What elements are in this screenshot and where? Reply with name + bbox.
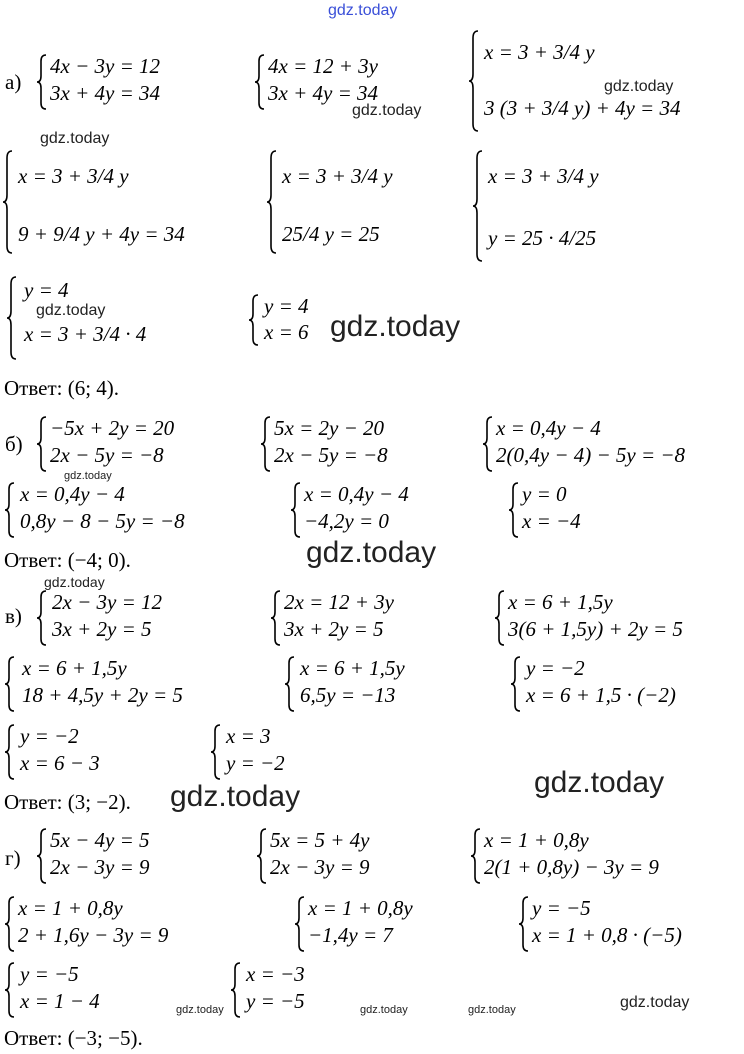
equation-line: x = 3 [226, 724, 271, 748]
brace-icon [270, 590, 281, 646]
equation-line: 3(6 + 1,5y) + 2y = 5 [508, 617, 683, 641]
problem-label-g: г) [5, 846, 21, 870]
equation-line: y = −2 [526, 656, 585, 680]
brace-icon [494, 590, 505, 646]
watermark-text: gdz.today [328, 2, 398, 19]
watermark-text: gdz.today [360, 1004, 408, 1016]
equation-line: 2 + 1,6y − 3y = 9 [18, 923, 169, 947]
brace-icon [36, 54, 47, 110]
system-v1 [36, 590, 216, 646]
equation-line: 4x = 12 + 3y [268, 54, 378, 78]
equation-line: x = 6 + 1,5 · (−2) [526, 683, 676, 707]
brace-icon [266, 150, 277, 254]
system-a5 [266, 150, 446, 254]
system-g8 [230, 962, 340, 1018]
brace-icon [472, 150, 483, 262]
brace-icon [470, 828, 481, 884]
equation-line: 6,5y = −13 [300, 683, 396, 707]
system-b4 [4, 482, 244, 538]
system-b3 [482, 416, 742, 472]
equation-line: 2x = 12 + 3y [284, 590, 394, 614]
brace-icon [284, 656, 295, 712]
equation-line: 3x + 2y = 5 [52, 617, 152, 641]
problem-label-a: а) [5, 70, 22, 94]
equation-line: y = 4 [24, 278, 69, 302]
equation-line: x = 6 − 3 [20, 751, 100, 775]
watermark-text: gdz.today [306, 536, 437, 569]
brace-icon [36, 590, 47, 646]
equation-line: x = 6 + 1,5y [508, 590, 613, 614]
equation-line: x = 3 + 3/4 y [484, 40, 595, 64]
equation-line: x = 1 + 0,8y [18, 896, 123, 920]
system-v8 [210, 724, 320, 780]
equation-line: x = 1 + 0,8y [484, 828, 589, 852]
system-a6 [472, 150, 662, 262]
watermark-text: gdz.today [534, 766, 665, 799]
equation-line: 0,8y − 8 − 5y = −8 [20, 509, 185, 533]
watermark-text: gdz.today [176, 1004, 224, 1016]
system-g1 [36, 828, 216, 884]
brace-icon [482, 416, 493, 472]
watermark-text: gdz.today [40, 130, 110, 147]
system-v4 [4, 656, 244, 712]
equation-line: 2x − 5y = −8 [50, 443, 164, 467]
problem-label-v: в) [5, 604, 22, 628]
watermark-text: gdz.today [36, 302, 106, 319]
system-v2 [270, 590, 440, 646]
equation-line: 5x − 4y = 5 [50, 828, 150, 852]
brace-icon [230, 962, 241, 1018]
equation-line: x = 1 − 4 [20, 989, 100, 1013]
system-v7 [4, 724, 144, 780]
equation-line: 3x + 4y = 34 [268, 81, 378, 105]
watermark-text: gdz.today [468, 1004, 516, 1016]
system-v5 [284, 656, 444, 712]
equation-line: x = 0,4y − 4 [20, 482, 125, 506]
system-g4 [4, 896, 234, 952]
equation-line: 3x + 4y = 34 [50, 81, 160, 105]
equation-line: x = 1 + 0,8y [308, 896, 413, 920]
equation-line: x = 3 + 3/4 y [18, 164, 129, 188]
brace-icon [256, 828, 267, 884]
system-g7 [4, 962, 154, 1018]
answer-g: Ответ: (−3; −5). [4, 1026, 143, 1050]
equation-line: 2(0,4y − 4) − 5y = −8 [496, 443, 686, 467]
system-a3 [468, 30, 738, 132]
system-b1 [36, 416, 236, 472]
brace-icon [4, 962, 15, 1018]
answer-b: Ответ: (−4; 0). [4, 548, 131, 572]
equation-line: −1,4y = 7 [308, 923, 393, 947]
equation-line: x = 6 [264, 320, 309, 344]
equation-line: x = 1 + 0,8 · (−5) [532, 923, 682, 947]
system-b6 [508, 482, 618, 538]
system-a4 [2, 150, 232, 254]
equation-line: −5x + 2y = 20 [50, 416, 175, 440]
system-g2 [256, 828, 426, 884]
brace-icon [508, 482, 519, 538]
watermark-text: gdz.today [330, 310, 461, 343]
brace-icon [4, 724, 15, 780]
watermark-text: gdz.today [170, 780, 301, 813]
equation-line: x = 6 + 1,5y [22, 656, 127, 680]
equation-line: 2x − 5y = −8 [274, 443, 388, 467]
equation-line: y = −5 [532, 896, 591, 920]
system-v6 [510, 656, 730, 712]
system-b5 [290, 482, 460, 538]
watermark-text: gdz.today [604, 78, 674, 95]
equation-line: 25/4 y = 25 [282, 222, 380, 246]
system-g6 [518, 896, 738, 952]
brace-icon [4, 656, 15, 712]
brace-icon [210, 724, 221, 780]
answer-v: Ответ: (3; −2). [4, 790, 131, 814]
equation-line: 2x − 3y = 9 [270, 855, 370, 879]
equation-line: y = −2 [20, 724, 79, 748]
watermark-text: gdz.today [620, 994, 690, 1011]
brace-icon [4, 482, 15, 538]
brace-icon [290, 482, 301, 538]
brace-icon [468, 30, 479, 132]
equation-line: 5x = 2y − 20 [274, 416, 384, 440]
brace-icon [4, 896, 15, 952]
system-v3 [494, 590, 742, 646]
system-g5 [294, 896, 464, 952]
equation-line: 2x − 3y = 9 [50, 855, 150, 879]
brace-icon [518, 896, 529, 952]
equation-line: y = −2 [226, 751, 285, 775]
equation-line: x = 3 + 3/4 y [282, 164, 393, 188]
equation-line: 4x − 3y = 12 [50, 54, 160, 78]
equation-line: 2x − 3y = 12 [52, 590, 162, 614]
brace-icon [2, 150, 13, 254]
equation-line: 3x + 2y = 5 [284, 617, 384, 641]
brace-icon [254, 54, 265, 110]
brace-icon [248, 294, 259, 346]
brace-icon [36, 828, 47, 884]
equation-line: 18 + 4,5y + 2y = 5 [22, 683, 183, 707]
equation-line: x = 0,4y − 4 [304, 482, 409, 506]
watermark-text: gdz.today [44, 574, 105, 590]
system-b2 [260, 416, 450, 472]
brace-icon [36, 416, 47, 472]
equation-line: y = −5 [20, 962, 79, 986]
equation-line: x = 3 + 3/4 · 4 [24, 322, 147, 346]
equation-line: x = 3 + 3/4 y [488, 164, 599, 188]
system-g3 [470, 828, 730, 884]
brace-icon [260, 416, 271, 472]
equation-line: 9 + 9/4 y + 4y = 34 [18, 222, 185, 246]
equation-line: 2(1 + 0,8y) − 3y = 9 [484, 855, 659, 879]
brace-icon [6, 276, 17, 360]
answer-a: Ответ: (6; 4). [4, 376, 120, 400]
problem-label-b: б) [5, 432, 23, 456]
equation-line: x = −4 [522, 509, 581, 533]
equation-line: 3 (3 + 3/4 y) + 4y = 34 [484, 96, 681, 120]
brace-icon [510, 656, 521, 712]
system-a1 [36, 54, 236, 110]
equation-line: y = −5 [246, 989, 305, 1013]
equation-line: −4,2y = 0 [304, 509, 389, 533]
equation-line: y = 4 [264, 294, 309, 318]
equation-line: y = 0 [522, 482, 567, 506]
equation-line: 5x = 5 + 4y [270, 828, 370, 852]
equation-line: y = 25 · 4/25 [488, 226, 597, 250]
watermark-text: gdz.today [352, 102, 422, 119]
watermark-text: gdz.today [64, 470, 112, 482]
equation-line: x = 0,4y − 4 [496, 416, 601, 440]
equation-line: x = 6 + 1,5y [300, 656, 405, 680]
equation-line: x = −3 [246, 962, 305, 986]
brace-icon [294, 896, 305, 952]
